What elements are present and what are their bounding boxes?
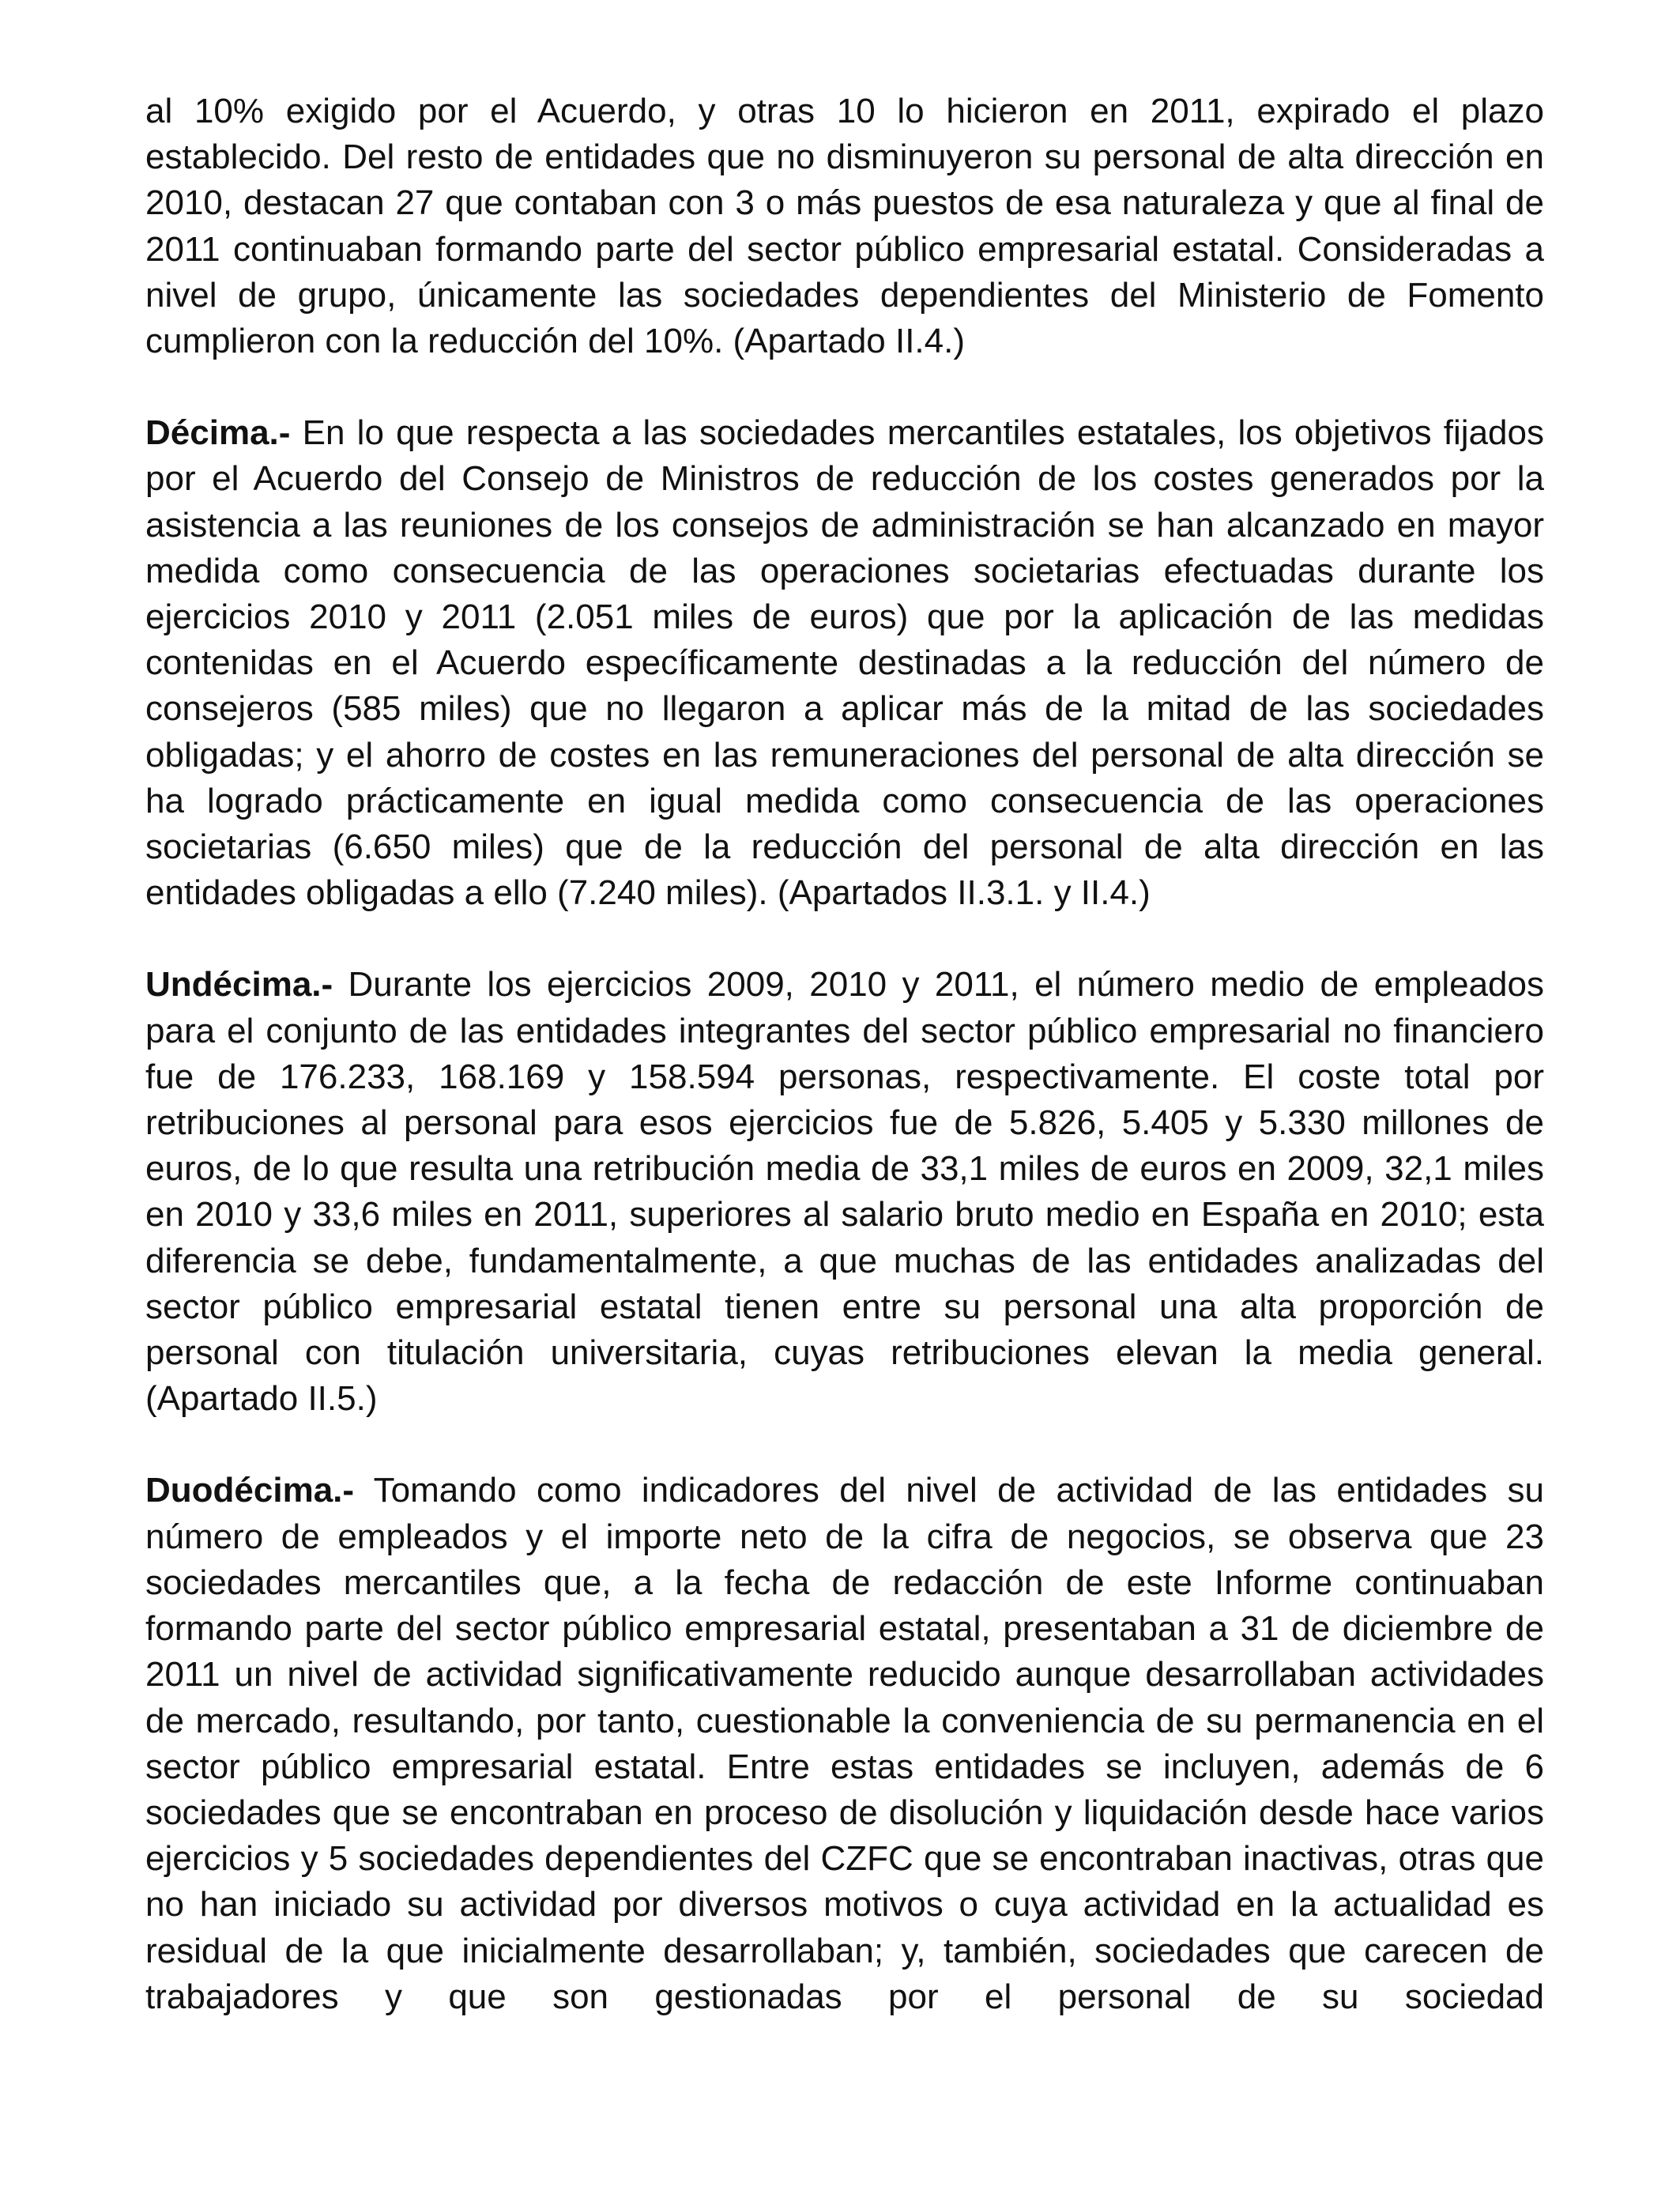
paragraph-text: al 10% exigido por el Acuerdo, y otras 10 lo hicieron en 2011, expirado el plazo establecido. Del resto de entidades que no disminuyeron su personal de alta dirección en 2010, destacan 27 que contaban con 3 o más puestos de esa naturaleza y que al final de 2011 continuaban formando parte del sector público empresarial estatal. Consideradas a nivel de grupo, únicamente las sociedades dependientes del Ministerio de Fomento cumplieron con la reducción del 10%. (Apartado II.4.) bbox=[145, 92, 1544, 361]
paragraph-heading: Undécima.- bbox=[145, 965, 333, 1005]
paragraph-continuation bbox=[145, 89, 1544, 364]
paragraph-undecima bbox=[145, 962, 1544, 1422]
paragraph-heading: Décima.- bbox=[145, 413, 291, 453]
document-page bbox=[145, 89, 1544, 2066]
paragraph-duodecima bbox=[145, 1468, 1544, 2019]
paragraph-text: En lo que respecta a las sociedades mercantiles estatales, los objetivos fijados por el Acuerdo del Consejo de Ministros de reducción de los costes generados por la asistencia a las reuniones de los consejos de administración se han alcanzado en mayor medida como consecuencia de las operaciones societarias efectuadas durante los ejercicios 2010 y 2011 (2.051 miles de euros) que por la aplicación de las medidas contenidas en el Acuerdo específicamente destinadas a la reducción del número de consejeros (585 miles) que no llegaron a aplicar más de la mitad de las sociedades obligadas; y el ahorro de costes en las remuneraciones del personal de alta dirección se ha logrado prácticamente en igual medida como consecuencia de las operaciones societarias (6.650 miles) que de la reducción del personal de alta dirección en las entidades obligadas a ello (7.240 miles). (Apartados II.3.1. y II.4.) bbox=[145, 413, 1544, 913]
paragraph-text: Tomando como indicadores del nivel de actividad de las entidades su número de empleados y el importe neto de la cifra de negocios, se observa que 23 sociedades mercantiles que, a la fecha de redacción de este Informe continuaban formando parte del sector público empresarial estatal, presentaban a 31 de diciembre de 2011 un nivel de actividad significativamente reducido aunque desarrollaban actividades de mercado, resultando, por tanto, cuestionable la conveniencia de su permanencia en el sector público empresarial estatal. Entre estas entidades se incluyen, además de 6 sociedades que se encontraban en proceso de disolución y liquidación desde hace varios ejercicios y 5 sociedades dependientes del CZFC que se encontraban inactivas, otras que no han iniciado su actividad por diversos motivos o cuya actividad en la actualidad es residual de la que inicialmente desarrollaban; y, también, sociedades que carecen de trabajadores y que son gestionadas por el personal de su sociedad bbox=[145, 1471, 1544, 2016]
paragraph-text: Durante los ejercicios 2009, 2010 y 2011, el número medio de empleados para el conjunto de las entidades integrantes del sector público empresarial no financiero fue de 176.233, 168.169 y 158.594 personas, respectivamente. El coste total por retribuciones al personal para esos ejercicios fue de 5.826, 5.405 y 5.330 millones de euros, de lo que resulta una retribución media de 33,1 miles de euros en 2009, 32,1 miles en 2010 y 33,6 miles en 2011, superiores al salario bruto medio en España en 2010; esta diferencia se debe, fundamentalmente, a que muchas de las entidades analizadas del sector público empresarial estatal tienen entre su personal una alta proporción de personal con titulación universitaria, cuyas retribuciones elevan la media general. (Apartado II.5.) bbox=[145, 965, 1544, 1419]
paragraph-decima bbox=[145, 410, 1544, 916]
paragraph-heading: Duodécima.- bbox=[145, 1471, 355, 1510]
